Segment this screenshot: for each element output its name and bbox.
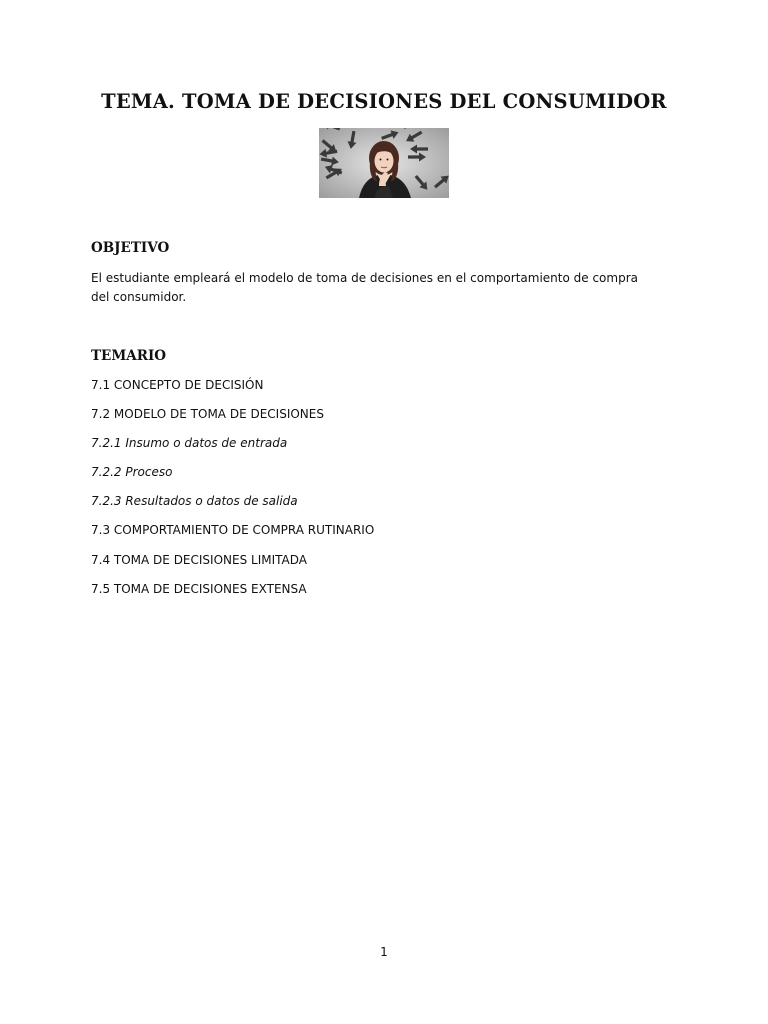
- syllabus-list: [91, 377, 374, 610]
- syllabus-item: 7.2.2 Proceso: [91, 465, 173, 480]
- objective-heading: OBJETIVO: [91, 240, 170, 256]
- syllabus-item: 7.5 TOMA DE DECISIONES EXTENSA: [91, 581, 307, 596]
- syllabus-item: 7.2 MODELO DE TOMA DE DECISIONES: [91, 407, 324, 422]
- syllabus-item: 7.2.3 Resultados o datos de salida: [91, 494, 298, 509]
- syllabus-item: 7.2.1 Insumo o datos de entrada: [91, 436, 288, 451]
- objective-text: El estudiante empleará el modelo de toma de decisiones en el comportamiento de compra del consumidor.: [91, 271, 638, 304]
- syllabus-item: 7.3 COMPORTAMIENTO DE COMPRA RUTINARIO: [91, 523, 375, 538]
- syllabus-item: 7.1 CONCEPTO DE DECISIÓN: [91, 378, 264, 392]
- syllabus-heading: TEMARIO: [91, 348, 167, 364]
- page-number: 1: [380, 945, 388, 959]
- syllabus-item: 7.4 TOMA DE DECISIONES LIMITADA: [91, 552, 307, 567]
- document-title: TEMA. TOMA DE DECISIONES DEL CONSUMIDOR: [101, 90, 667, 113]
- woman-thinking-arrows-image: [319, 128, 449, 198]
